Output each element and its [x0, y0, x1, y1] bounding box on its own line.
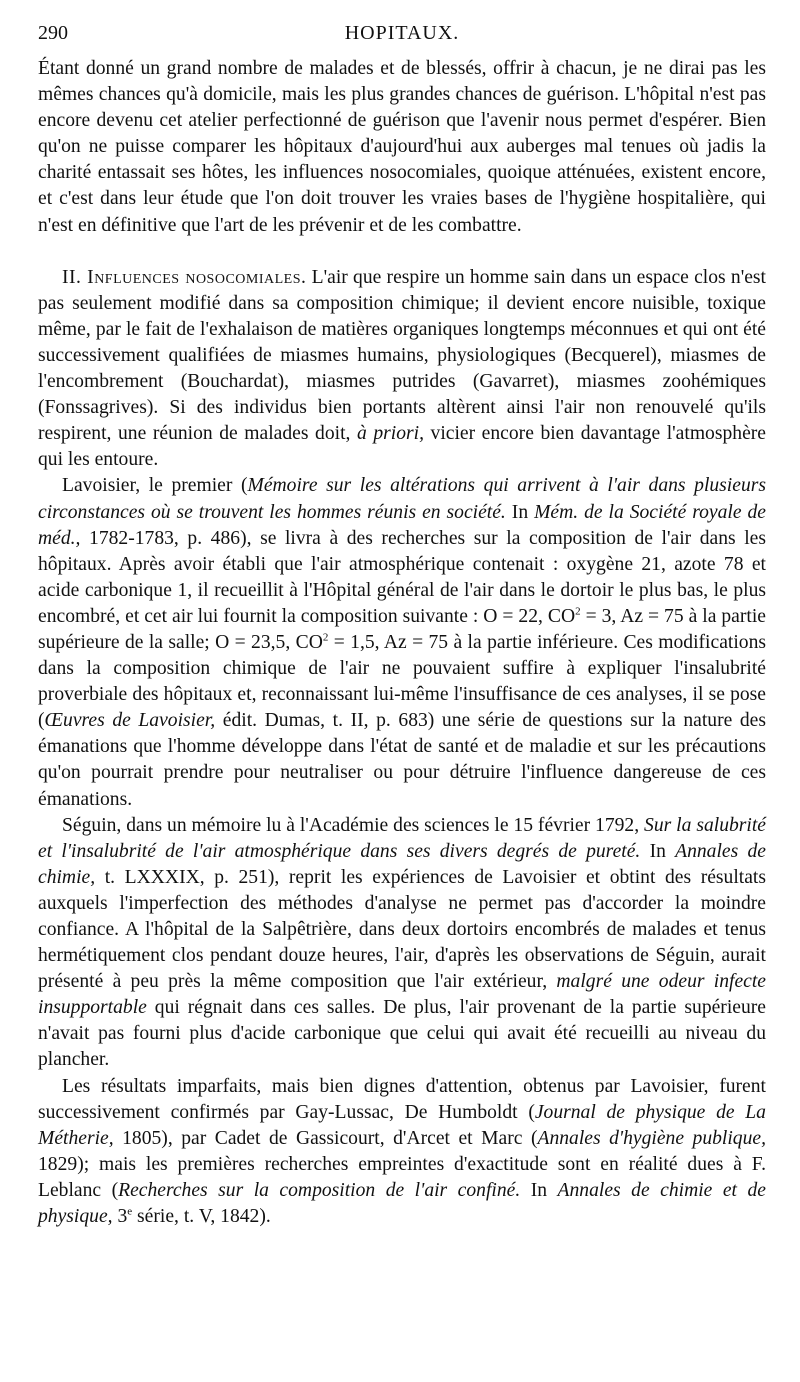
page-header [38, 22, 766, 56]
paragraph-resultats: Les résultats imparfaits, mais bien dignes d'attention, obtenus par Lavoisier, furent successivement confirmés par Gay-Lussac, De Humboldt (Journal de physique de La Métherie, 1805), par Cadet de Gassicourt, d'Arcet et Marc (Annales d'hygiène publique, 1829); mais les premières recherches empreintes d'exactitude sont en réalité dues à F. Leblanc (Recherches sur la composition de l'air confiné. In Annales de chimie et de physique, 3e série, t. V, 1842). [38, 1075, 766, 1228]
section-heading: II. Influences nosocomiales. [62, 266, 307, 288]
page-number: 290 [38, 22, 68, 44]
paragraph-lavoisier: Lavoisier, le premier (Mémoire sur les altérations qui arrivent à l'air dans plusieurs circonstances où se trouvent les hommes réunis en société. In Mém. de la Société royale de méd., 1782-1783, p. 486), se livra à des recherches sur la composition de l'air dans les hôpitaux. Après avoir établi que l'air atmosphérique contenait : oxygène 21, azote 78 et acide carbonique 1, il recueillit à l'Hôpital général de l'air dans le dortoir le plus bas, le plus encombré, et cet air lui fournit la composition suivante : O = 22, $CO^2 = 3$, Az = 75 à la partie supérieure de la salle; O = 23,5, $CO^2 = 1,5$, Az = 75 à la partie inférieure. Ces modifications dans la composition chimique de l'air ne pouvaient suffire à expliquer l'insalubrité proverbiale des hôpitaux et, reconnaissant lui-même l'insuffisance de ces analyses, il se pose (Œuvres de Lavoisier, édit. Dumas, t. II, p. 683) une série de questions sur la nature des émanations que l'homme développe dans l'état de santé et de maladie et sur les précautions qu'on pourrait prendre pour neutraliser ou pour détruire l'influence dangereuse de ces émanations. [38, 475, 767, 810]
paragraph-intro: Étant donné un grand nombre de malades et de blessés, offrir à chacun, je ne dirai pas les mêmes chances qu'à domicile, mais les plus grandes chances de guérison. L'hôpital n'est pas encore devenu cet atelier perfectionné de guérison que l'avenir nous permet d'espérer. Bien qu'on ne puisse comparer les hôpitaux d'aujourd'hui aux auberges mal tenues où jadis la charité entassait ses hôtes, les influences nosocomiales, quoique atténuées, existent encore, et c'est dans leur étude que l'on doit trouver les vraies bases de l'hygiène hospitalière, qui n'est en définitive que l'art de les prévenir et de les combattre. [38, 58, 766, 236]
paragraph-seguin: Séguin, dans un mémoire lu à l'Académie des sciences le 15 février 1792, Sur la salubrité et l'insalubrité de l'air atmosphérique dans ses divers degrés de pureté. In Annales de chimie, t. LXXXIX, p. 251), reprit les expériences de Lavoisier et obtint des résultats auxquels l'imperfection des méthodes d'analyse ne permet pas d'accorder la moindre confiance. A l'hôpital de la Salpêtrière, dans deux dortoirs encombrés de malades et tenus hermétiquement clos pendant douze heures, l'air, d'après les observations de Séguin, aurait présenté à peu près la même composition que l'air extérieur, malgré une odeur infecte insupportable qui régnait dans ces salles. De plus, l'air provenant de la partie supérieure n'avait pas fourni plus d'acide carbonique que celui qui avait été recueilli au niveau du plancher. [38, 814, 766, 1071]
running-title: HOPITAUX. [344, 22, 460, 44]
paragraph-influences-nosocomiales: II. Influences nosocomiales. L'air que respire un homme sain dans un espace clos n'est pas seulement modifié dans sa composition chimique; il devient encore nuisible, toxique même, par le fait de l'exhalaison de matières organiques longtemps méconnues et qui ont été successivement qualifiées de miasmes humains, physiologiques (Becquerel), miasmes de l'encombrement (Bouchardat), miasmes putrides (Gavarret), miasmes zoohémiques (Fonssagrives). Si des individus bien portants altèrent ainsi l'air non renouvelé qu'ils respirent, une réunion de malades doit, à priori, vicier encore bien davantage l'atmosphère qui les entoure. [38, 266, 766, 471]
body-text [38, 56, 766, 1230]
